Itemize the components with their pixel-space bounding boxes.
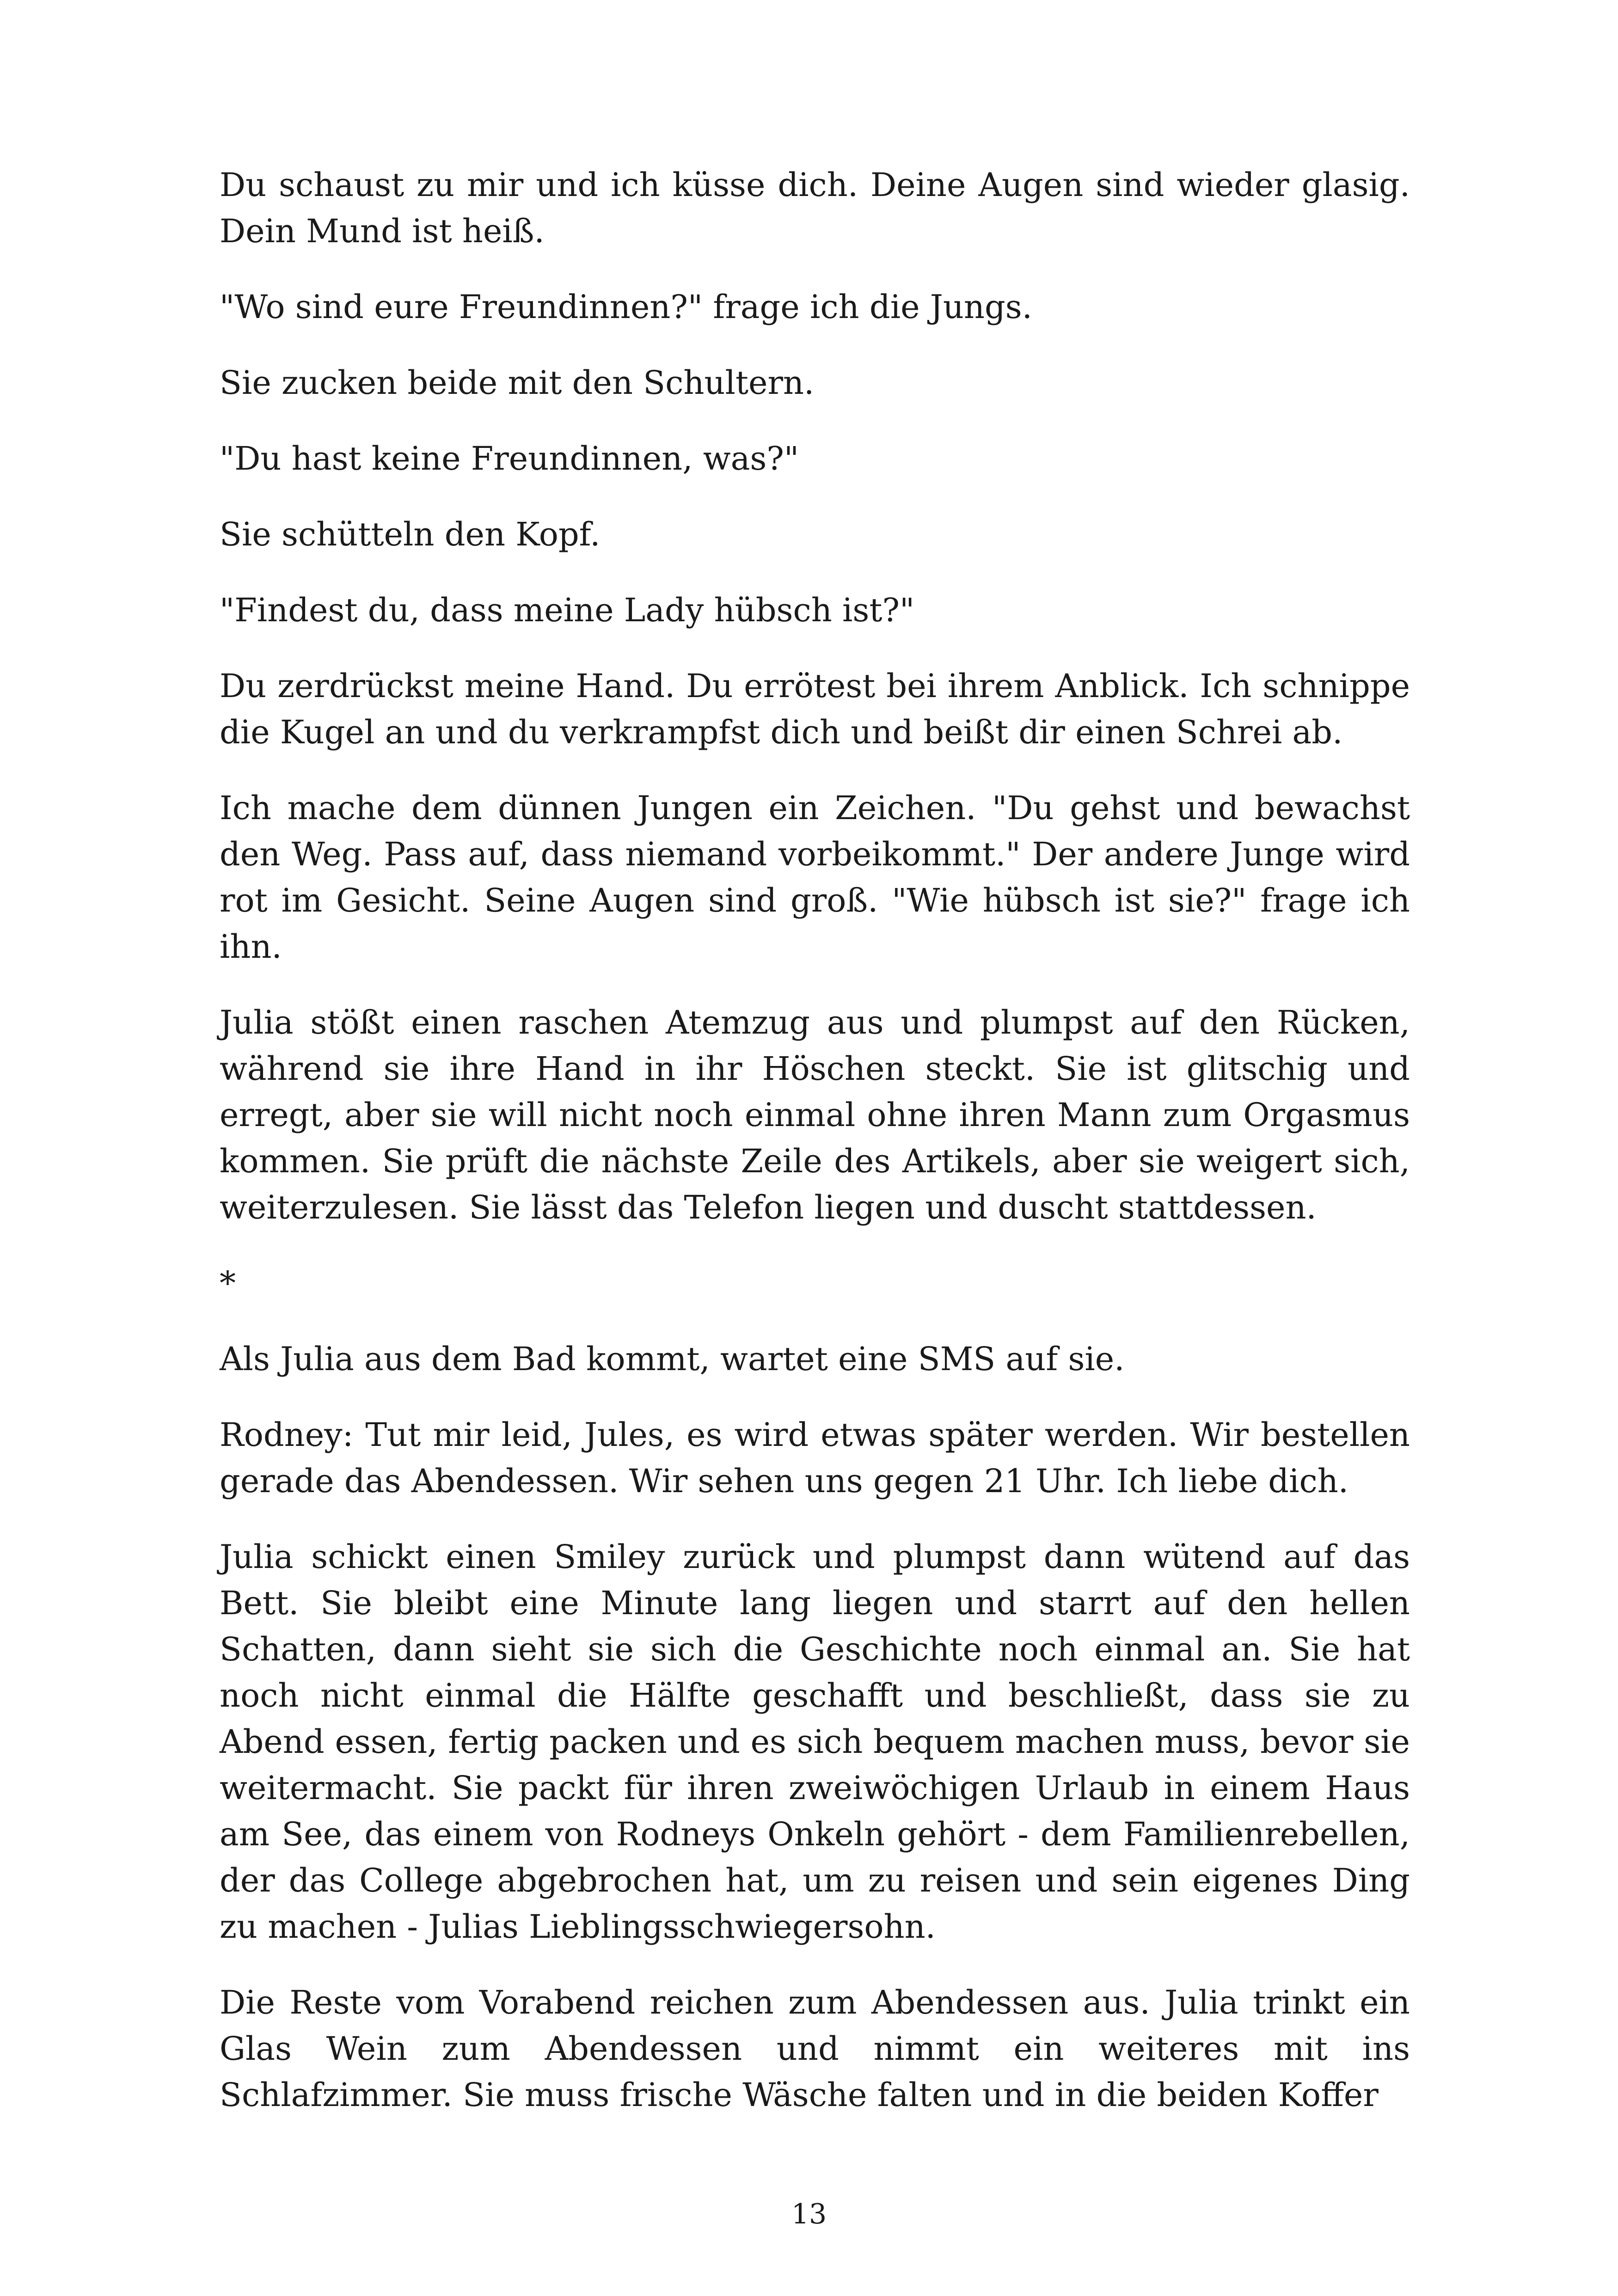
paragraph-1: Du schaust zu mir und ich küsse dich. Deine Augen sind wieder glasig. Dein Mund ist heiß. bbox=[220, 166, 1410, 250]
body-text bbox=[220, 162, 1410, 2148]
paragraph-5: Sie schütteln den Kopf. bbox=[220, 515, 601, 553]
page-number: 13 bbox=[791, 2198, 827, 2230]
paragraph-13: Die Reste vom Vorabend reichen zum Abendessen aus. Julia trinkt ein Glas Wein zum Abendessen und nimmt ein weiteres mit ins Schlafzimmer. Sie muss frische Wäsche falten und in die beiden Koffer bbox=[220, 1984, 1410, 2114]
paragraph-8: Ich mache dem dünnen Jungen ein Zeichen. "Du gehst und bewachst den Weg. Pass auf, dass niemand vorbeikommt." Der andere Junge wird rot im Gesicht. Seine Augen sind groß. "Wie hübsch ist sie?" frage ich ihn. bbox=[220, 789, 1410, 966]
paragraph-6: "Findest du, dass meine Lady hübsch ist?" bbox=[220, 591, 915, 629]
paragraph-12: Julia schickt einen Smiley zurück und plumpst dann wütend auf das Bett. Sie bleibt eine Minute lang liegen und starrt auf den hellen Schatten, dann sieht sie sich die Geschichte noch einmal an. Sie hat noch nicht einmal die Hälfte geschafft und beschließt, dass sie zu Abend essen, fertig packen und es sich bequem machen muss, bevor sie weitermacht. Sie packt für ihren zweiwöchigen Urlaub in einem Haus am See, das einem von Rodneys Onkeln gehört - dem Familienrebellen, der das College abgebrochen hat, um zu reisen und sein eigenes Ding zu machen - Julias Lieblingsschwiegersohn. bbox=[220, 1538, 1410, 1946]
paragraph-7: Du zerdrückst meine Hand. Du errötest bei ihrem Anblick. Ich schnippe die Kugel an und du verkrampfst dich und beißt dir einen Schrei ab. bbox=[220, 667, 1410, 751]
section-break: * bbox=[220, 1264, 236, 1302]
paragraph-3: Sie zucken beide mit den Schultern. bbox=[220, 364, 815, 402]
paragraph-10: Als Julia aus dem Bad kommt, wartet eine SMS auf sie. bbox=[220, 1340, 1125, 1378]
paragraph-9: Julia stößt einen raschen Atemzug aus und plumpst auf den Rücken, während sie ihre Hand in ihr Höschen steckt. Sie ist glitschig und erregt, aber sie will nicht noch einmal ohne ihren Mann zum Orgasmus kommen. Sie prüft die nächste Zeile des Artikels, aber sie weigert sich, weiterzulesen. Sie lässt das Telefon liegen und duscht stattdessen. bbox=[220, 1004, 1410, 1226]
paragraph-2: "Wo sind eure Freundinnen?" frage ich die Jungs. bbox=[220, 288, 1032, 326]
paragraph-11: Rodney: Tut mir leid, Jules, es wird etwas später werden. Wir bestellen gerade das Abendessen. Wir sehen uns gegen 21 Uhr. Ich liebe dich. bbox=[220, 1416, 1410, 1500]
paragraph-4: "Du hast keine Freundinnen, was?" bbox=[220, 440, 799, 478]
